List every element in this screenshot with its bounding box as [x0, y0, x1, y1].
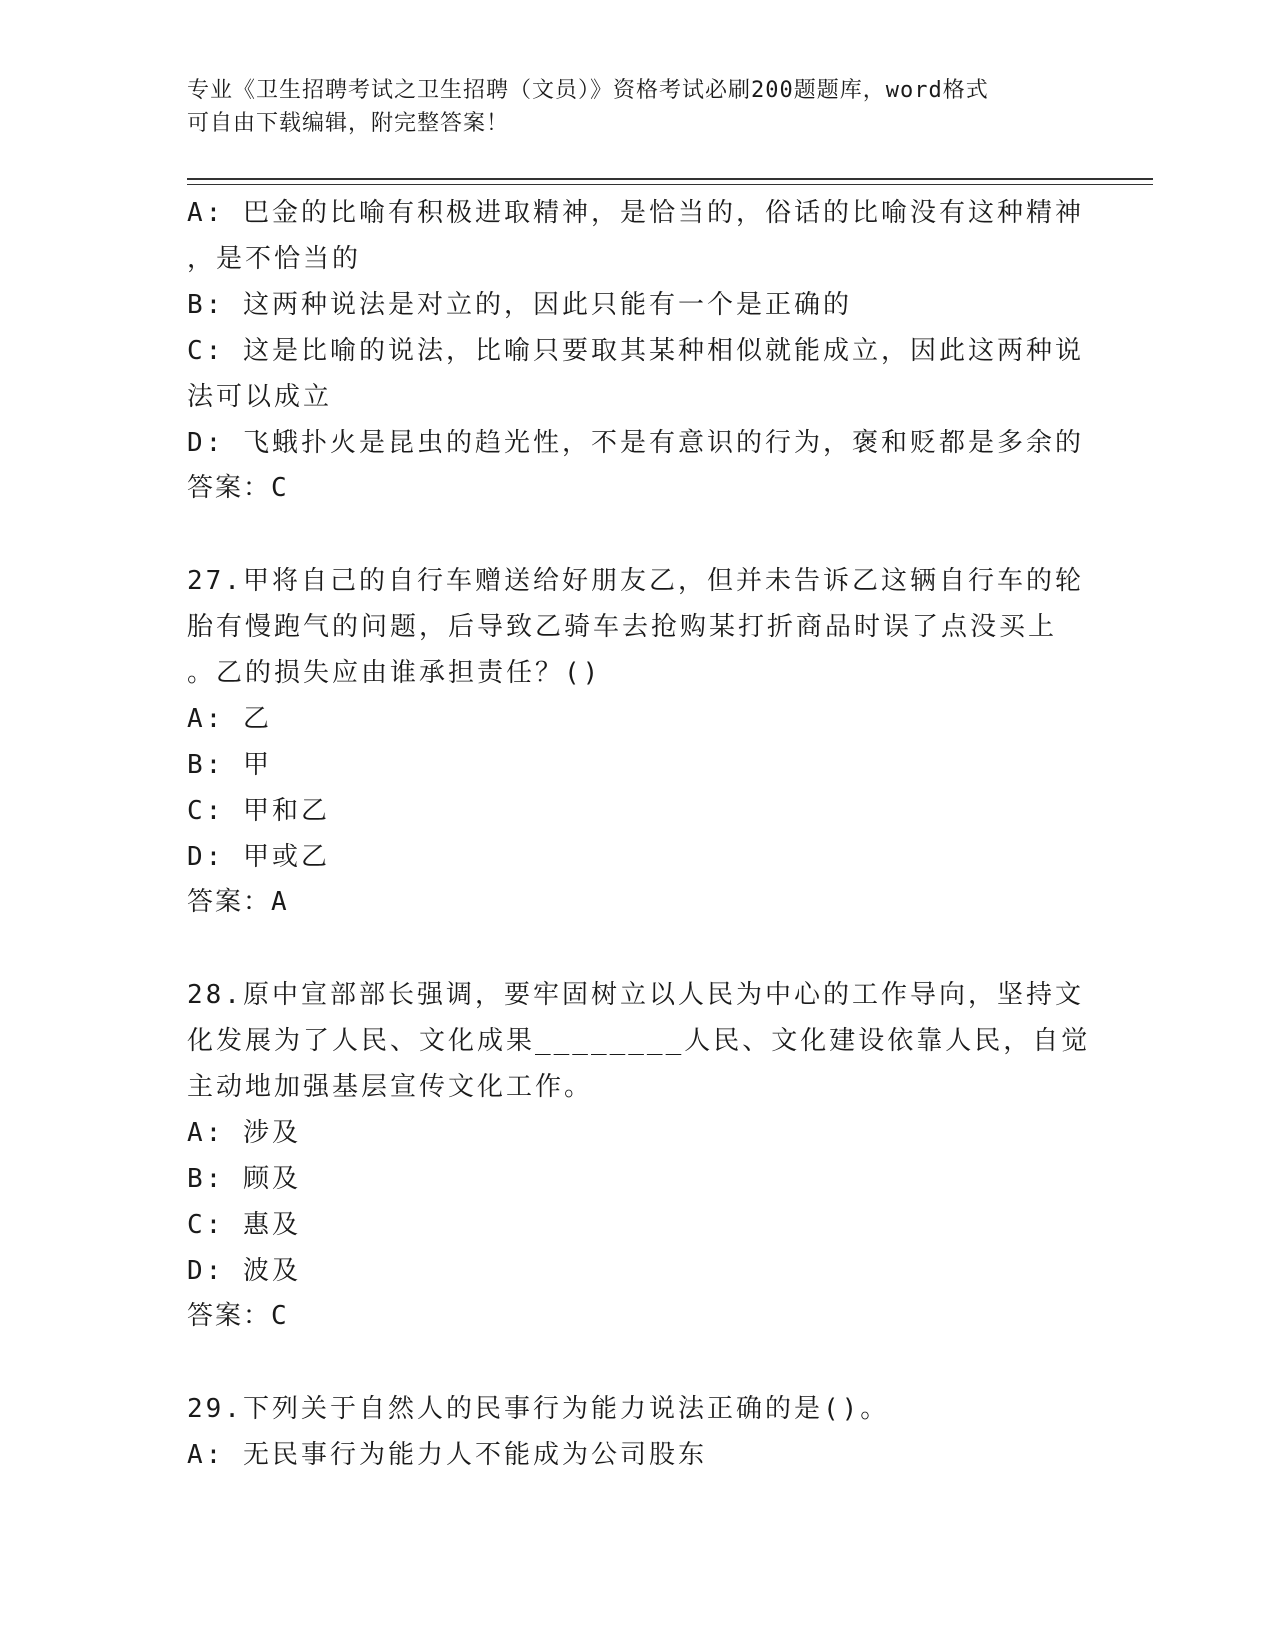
option-d: D: 甲或乙	[187, 842, 330, 872]
option-d: D: 飞蛾扑火是昆虫的趋光性，不是有意识的行为，褒和贬都是多余的	[187, 428, 1084, 458]
option-a: A: 无民事行为能力人不能成为公司股东	[187, 1440, 707, 1470]
option-b: B: 甲	[187, 750, 272, 780]
question-stem-line-2: 胎有慢跑气的问题，后导致乙骑车去抢购某打折商品时误了点没买上	[187, 612, 1058, 642]
option-a-line-2: ，是不恰当的	[187, 244, 362, 274]
question-stem-line-3: 。乙的损失应由谁承担责任？()	[187, 658, 602, 688]
answer: 答案：A	[187, 887, 289, 917]
answer: 答案：C	[187, 1301, 289, 1331]
header-title-line-2: 可自由下载编辑，附完整答案！	[187, 111, 510, 136]
question-26	[187, 190, 1087, 510]
header-divider-thin	[187, 184, 1153, 185]
option-a: A: 乙	[187, 704, 272, 734]
question-spacer	[187, 1338, 1087, 1386]
question-28	[187, 972, 1091, 1338]
option-a-line-1: A: 巴金的比喻有积极进取精神，是恰当的，俗话的比喻没有这种精神	[187, 198, 1084, 228]
question-spacer	[187, 510, 1087, 558]
question-29	[187, 1386, 1087, 1478]
option-a: A: 涉及	[187, 1118, 301, 1148]
question-stem-line-2: 化发展为了人民、文化成果________人民、文化建设依靠人民，自觉	[187, 1026, 1091, 1056]
question-27	[187, 558, 1087, 924]
question-list	[187, 190, 1091, 1478]
document-header	[187, 74, 1067, 140]
option-c-line-1: C: 这是比喻的说法，比喻只要取其某种相似就能成立，因此这两种说	[187, 336, 1084, 366]
option-d: D: 波及	[187, 1256, 301, 1286]
option-c: C: 甲和乙	[187, 796, 330, 826]
option-c-line-2: 法可以成立	[187, 382, 333, 412]
header-title-line-1: 专业《卫生招聘考试之卫生招聘（文员）》资格考试必刷200题题库，word格式	[187, 78, 989, 103]
option-c: C: 惠及	[187, 1210, 301, 1240]
question-stem-line-1: 28.原中宣部部长强调，要牢固树立以人民为中心的工作导向，坚持文	[187, 980, 1084, 1010]
header-divider-thick	[187, 178, 1153, 180]
question-stem-line-1: 29.下列关于自然人的民事行为能力说法正确的是()。	[187, 1394, 890, 1424]
answer: 答案：C	[187, 473, 289, 503]
option-b: B: 这两种说法是对立的，因此只能有一个是正确的	[187, 290, 852, 320]
question-stem-line-3: 主动地加强基层宣传文化工作。	[187, 1072, 594, 1102]
option-b: B: 顾及	[187, 1164, 301, 1194]
question-spacer	[187, 924, 1087, 972]
question-stem-line-1: 27.甲将自己的自行车赠送给好朋友乙，但并未告诉乙这辆自行车的轮	[187, 566, 1084, 596]
